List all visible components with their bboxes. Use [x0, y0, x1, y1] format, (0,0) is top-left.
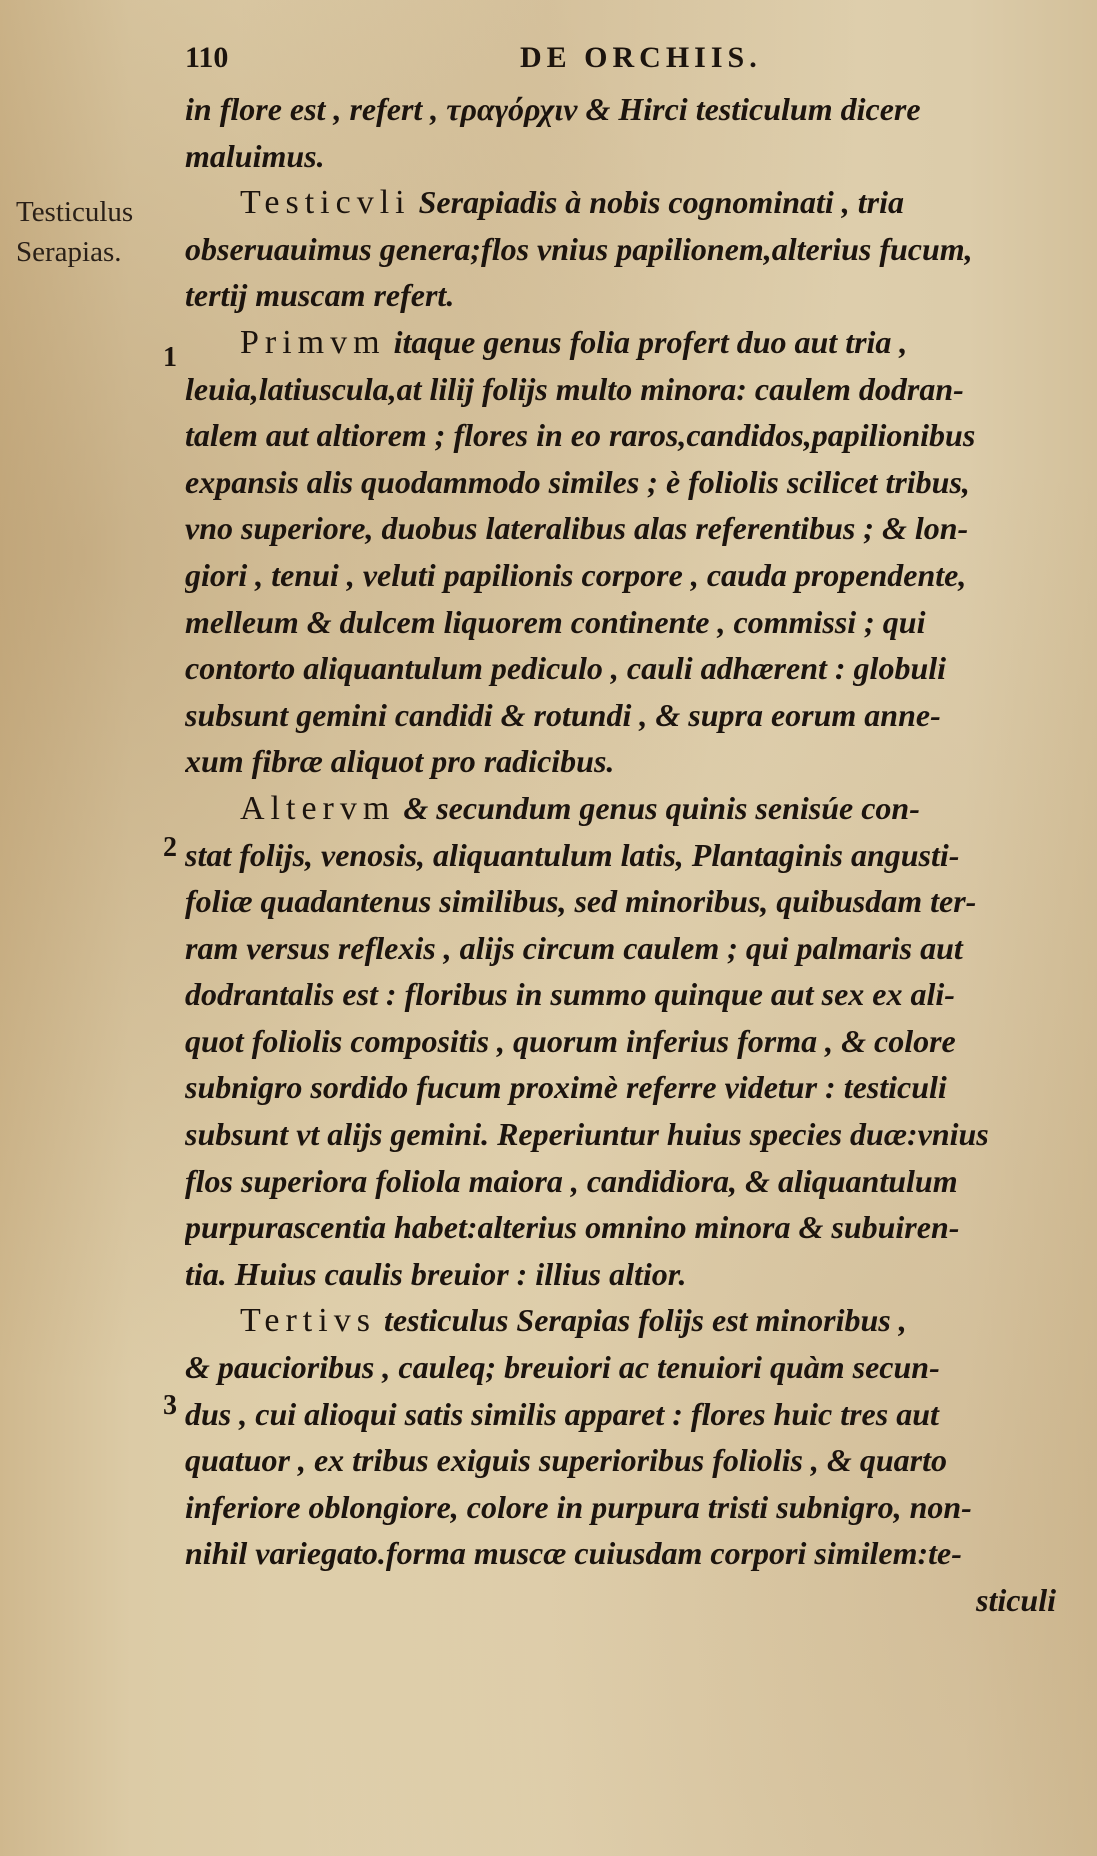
text-line: xum fibræ aliquot pro radicibus.	[185, 743, 615, 780]
small-caps-word: Altervm	[240, 789, 396, 827]
text-line: Testicvli Serapiadis à nobis cognominati , tria	[240, 184, 905, 222]
text-line: contorto aliquantulum pediculo , cauli adhærent : globuli	[185, 650, 947, 687]
text-line: melleum & dulcem liquorem continente , commissi ; qui	[185, 603, 926, 640]
section-number: 1	[163, 342, 177, 373]
text-line: Tertivs testiculus Serapias folijs est minoribus ,	[240, 1302, 907, 1340]
marginal-note-line: Testiculus	[16, 196, 134, 228]
text-line: giori , tenui , veluti papilionis corpore , cauda propendente,	[185, 556, 967, 593]
text-line: Primvm itaque genus folia profert duo aut tria ,	[240, 323, 908, 361]
text-line: subnigro sordido fucum proximè referre videtur : testiculi	[185, 1069, 947, 1106]
text-line: quot foliolis compositis , quorum inferius forma , & colore	[185, 1022, 956, 1059]
body-text	[185, 86, 1070, 1624]
text-line: nihil variegato.forma muscæ cuiusdam corpori similem:te-	[185, 1535, 962, 1572]
section-number: 2	[163, 832, 177, 863]
text-line: leuia,latiuscula,at lilij folijs multo minora: caulem dodran-	[185, 370, 964, 407]
marginal-note	[16, 192, 176, 272]
text-line: inferiore oblongiore, colore in purpura tristi subnigro, non-	[185, 1488, 972, 1525]
text-line: vno superiore, duobus lateralibus alas referentibus ; & lon-	[185, 510, 969, 547]
text-line: maluimus.	[185, 137, 325, 174]
catchword: sticuli	[975, 1582, 1056, 1618]
text-line: subsunt gemini candidi & rotundi , & supra eorum anne-	[185, 696, 941, 733]
text-line: dodrantalis est : floribus in summo quinque aut sex ex ali-	[185, 976, 955, 1013]
text-line: quatuor , ex tribus exiguis superioribus foliolis , & quarto	[185, 1442, 947, 1479]
small-caps-word: Testicvli	[240, 184, 411, 222]
text-line: dus , cui alioqui satis similis apparet : flores huic tres aut	[185, 1395, 939, 1432]
text-line: foliæ quadantenus similibus, sed minoribus, quibusdam ter-	[185, 883, 977, 920]
page-header	[185, 40, 1055, 76]
text-line: stat folijs, venosis, aliquantulum latis, Plantaginis angusti-	[185, 836, 960, 873]
text-line: subsunt vt alijs gemini. Reperiuntur huius species duæ:vnius	[185, 1116, 989, 1153]
running-title: DE ORCHIIS.	[520, 41, 762, 74]
text-line: tertij muscam refert.	[185, 277, 455, 314]
page-number: 110	[185, 41, 229, 74]
text-line: expansis alis quodammodo similes ; è foliolis scilicet tribus,	[185, 463, 970, 500]
text-line: flos superiora foliola maiora , candidiora, & aliquantulum	[185, 1162, 958, 1199]
text-line: ram versus reflexis , alijs circum caulem ; qui palmaris aut	[185, 929, 963, 966]
text-line: talem aut altiorem ; flores in eo raros,candidos,papilionibus	[185, 417, 976, 454]
text-line: in flore est , refert , τραγόρχιν & Hirci testiculum dicere	[185, 91, 921, 127]
small-caps-word: Primvm	[240, 323, 386, 361]
text-line: Altervm & secundum genus quinis senisúe con-	[240, 789, 920, 827]
text-line: & paucioribus , cauleq; breuiori ac tenuiori quàm secun-	[185, 1349, 940, 1386]
text-line: tia. Huius caulis breuior : illius altior.	[185, 1255, 687, 1292]
marginal-note-line: Serapias.	[16, 236, 122, 268]
text-line: obseruauimus genera;flos vnius papilionem,alterius fucum,	[185, 230, 973, 267]
small-caps-word: Tertivs	[240, 1302, 376, 1340]
section-number: 3	[163, 1390, 177, 1421]
text-line: purpurascentia habet:alterius omnino minora & subuiren-	[185, 1209, 960, 1246]
